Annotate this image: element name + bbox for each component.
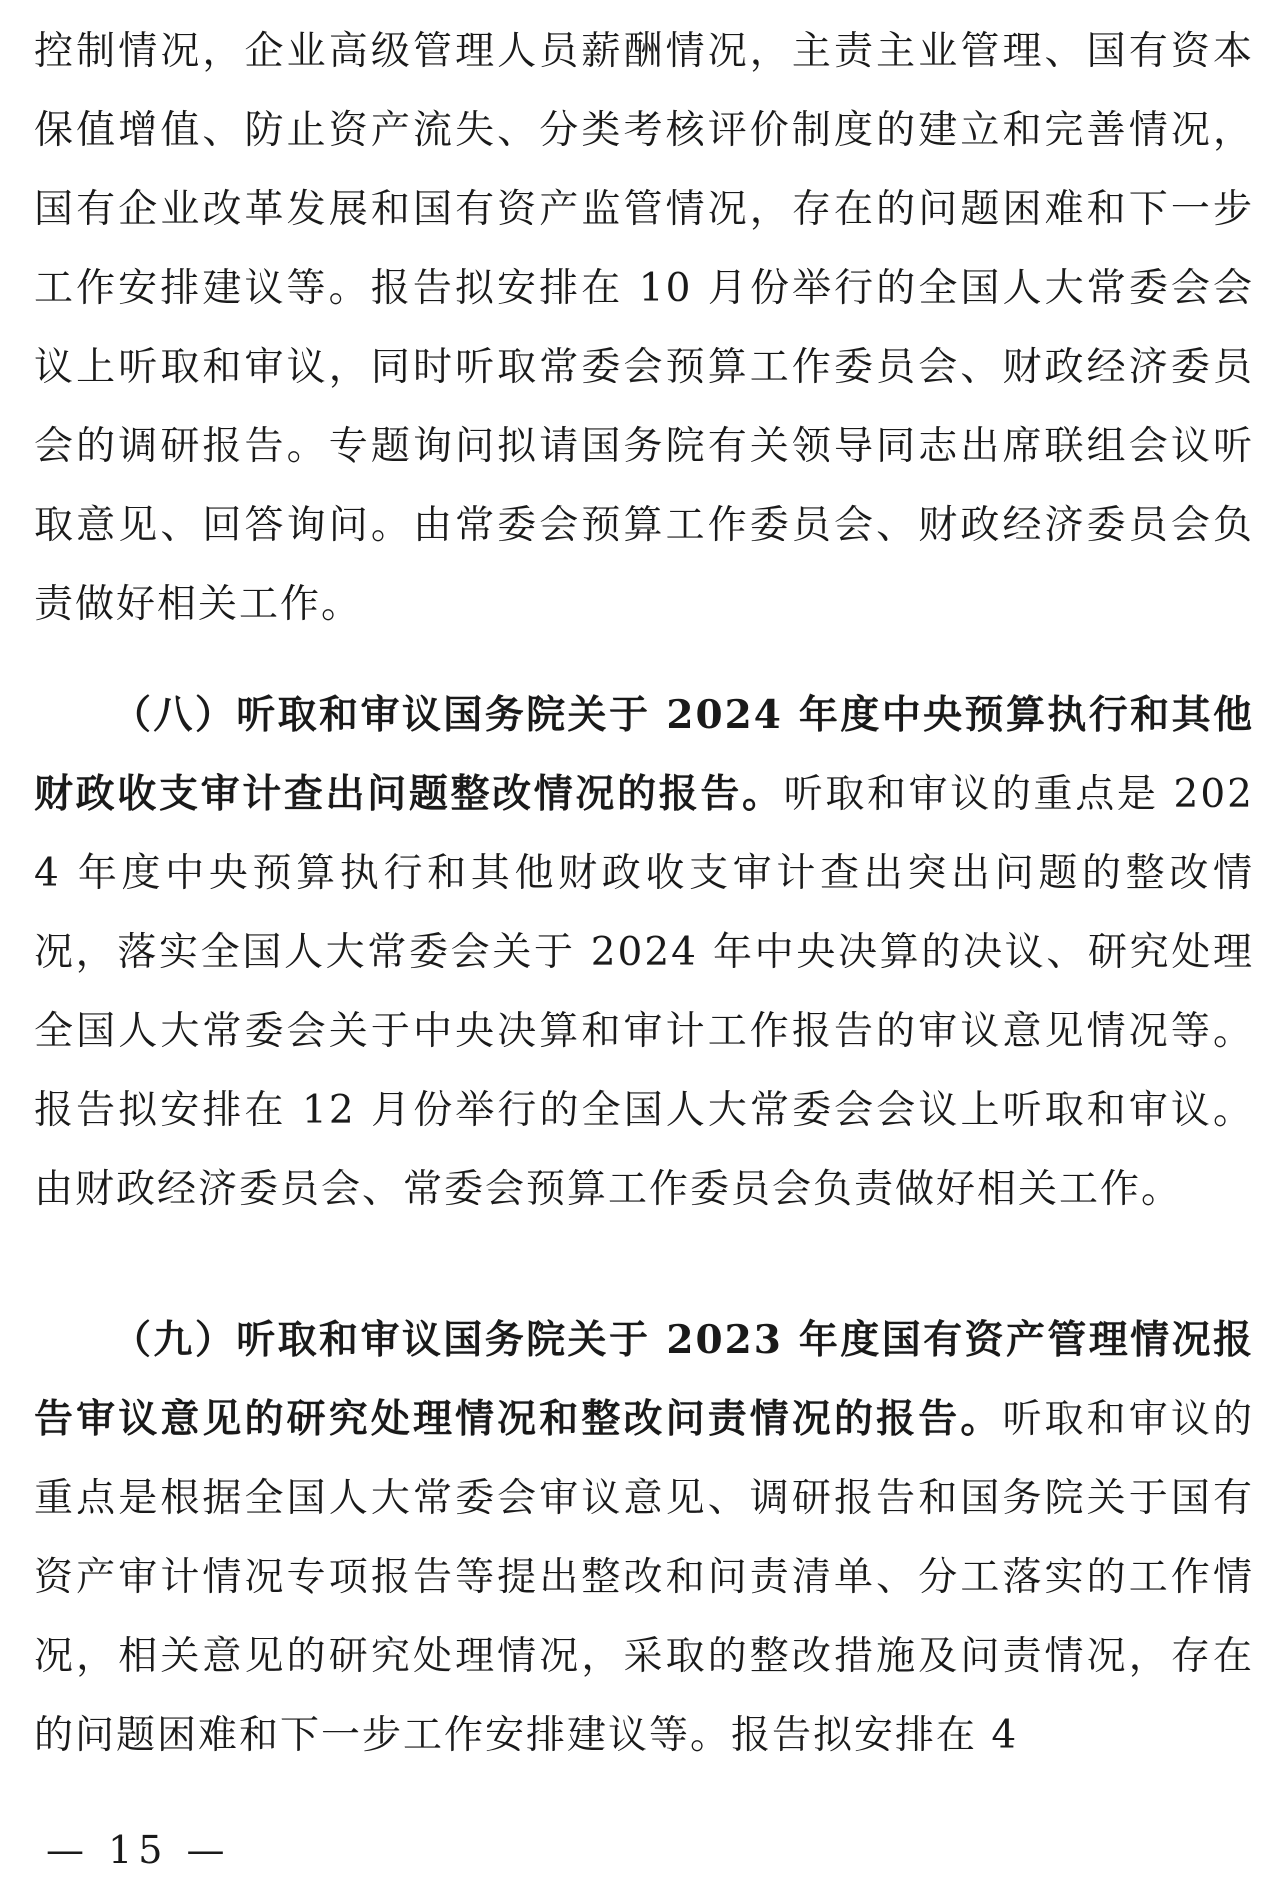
- section-8-body: 听取和审议的重点是 2024 年度中央预算执行和其他财政收支审计查出突出问题的整改情况，落实全国人大常委会关于 2024 年中央决算的决议、研究处理全国人大常委会关于中央决算和审计工作报告的审议意见情况等。报告拟安排在 12 月份举行的全国人大常委会会议上听取和审议。由财政经济委员会、常委会预算工作委员会负责做好相关工作。: [34, 772, 1254, 1212]
- section-9-paragraph: [34, 1301, 1254, 1775]
- section-8: [34, 676, 1254, 1229]
- section-9-body: 听取和审议的重点是根据全国人大常委会审议意见、调研报告和国务院关于国有资产审计情况专项报告等提出整改和问责清单、分工落实的工作情况，相关意见的研究处理情况，采取的整改措施及问责情况，存在的问题困难和下一步工作安排建议等。报告拟安排在 4: [34, 1397, 1254, 1758]
- paragraph-continued: [34, 12, 1254, 644]
- section-8-paragraph: [34, 676, 1254, 1229]
- section-9-heading: （九）听取和审议国务院关于 2023 年度国有资产管理情况报告审议意见的研究处理情况和整改问责情况的报告。: [34, 1317, 1254, 1442]
- section-8-heading: （八）听取和审议国务院关于 2024 年度中央预算执行和其他财政收支审计查出问题整改情况的报告。: [34, 692, 1254, 817]
- paragraph-continued-text: 控制情况，企业高级管理人员薪酬情况，主责主业管理、国有资本保值增值、防止资产流失、分类考核评价制度的建立和完善情况，国有企业改革发展和国有资产监管情况，存在的问题困难和下一步工作安排建议等。报告拟安排在 10 月份举行的全国人大常委会会议上听取和审议，同时听取常委会预算工作委员会、财政经济委员会的调研报告。专题询问拟请国务院有关领导同志出席联组会议听取意见、回答询问。由常委会预算工作委员会、财政经济委员会负责做好相关工作。: [34, 29, 1254, 627]
- section-9: [34, 1301, 1254, 1775]
- page-number: — 15 —: [46, 1828, 231, 1872]
